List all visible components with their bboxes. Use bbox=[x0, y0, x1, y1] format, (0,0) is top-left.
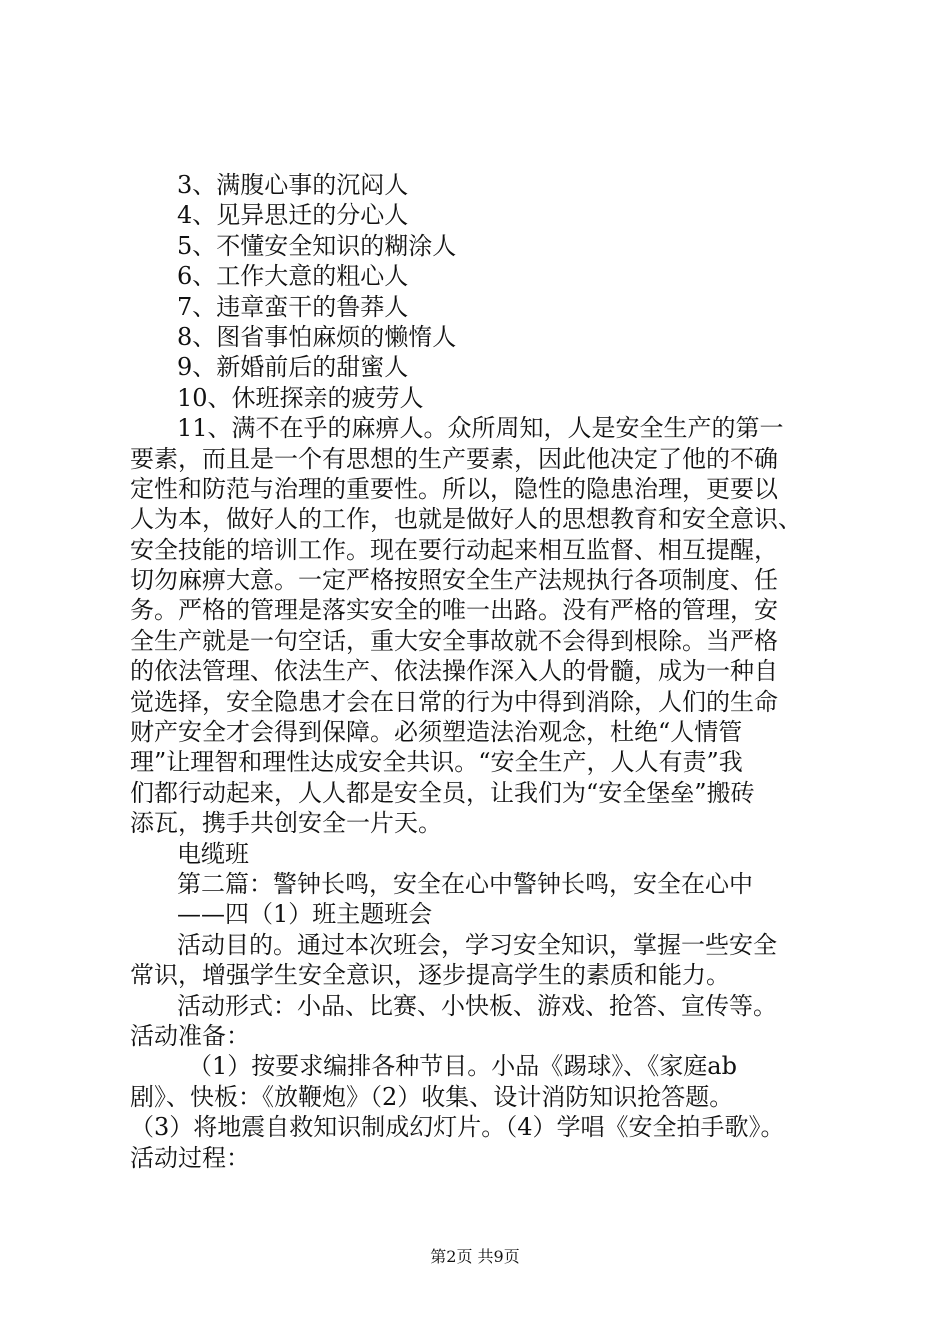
text-line: 常识，增强学生安全意识，逐步提高学生的素质和能力。 bbox=[130, 961, 730, 990]
text-line: 财产安全才会得到保障。必须塑造法治观念，杜绝“人情管 bbox=[130, 718, 743, 747]
text-line: 添瓦，携手共创安全一片天。 bbox=[130, 809, 442, 838]
text-line: 要素，而且是一个有思想的生产要素，因此他决定了他的不确 bbox=[130, 444, 778, 473]
text-line: 定性和防范与治理的重要性。所以，隐性的隐患治理，更要以 bbox=[130, 474, 778, 503]
text-line: 活动目的。通过本次班会，学习安全知识，掌握一些安全 bbox=[177, 930, 777, 959]
text-line: 3、满腹心事的沉闷人 bbox=[177, 171, 409, 199]
text-line: 剧》、快板：《放鞭炮》（2）收集、设计消防知识抢答题。 bbox=[130, 1082, 734, 1111]
text-line: 11、满不在乎的麻痹人。众所周知，人是安全生产的第一 bbox=[177, 414, 784, 443]
text-line: 们都行动起来，人人都是安全员，让我们为“安全堡垒”搬砖 bbox=[130, 778, 755, 807]
text-line: （3）将地震自救知识制成幻灯片。（4）学唱《安全拍手歌》。 bbox=[130, 1113, 785, 1142]
page-footer bbox=[0, 1244, 950, 1267]
text-line: 电缆班 bbox=[177, 839, 249, 868]
text-line: 理”让理智和理性达成安全共识。“安全生产，人人有责”我 bbox=[130, 748, 743, 777]
text-line: 人为本，做好人的工作，也就是做好人的思想教育和安全意识、 bbox=[130, 505, 802, 534]
text-line: 6、工作大意的粗心人 bbox=[177, 262, 409, 291]
text-line: 全生产就是一句空话，重大安全事故就不会得到根除。当严格 bbox=[130, 626, 778, 655]
text-line: 活动过程： bbox=[130, 1143, 250, 1172]
text-line: ——四（1）班主题班会 bbox=[177, 900, 433, 929]
text-line: 活动形式：小品、比赛、小快板、游戏、抢答、宣传等。 bbox=[177, 991, 777, 1020]
text-line: 第二篇：警钟长鸣，安全在心中警钟长鸣，安全在心中 bbox=[177, 869, 753, 898]
text-line: 8、图省事怕麻烦的懒惰人 bbox=[177, 322, 457, 351]
text-line: 务。严格的管理是落实安全的唯一出路。没有严格的管理，安 bbox=[130, 596, 778, 625]
text-line: 5、不懂安全知识的糊涂人 bbox=[177, 231, 457, 260]
text-line: 7、违章蛮干的鲁莽人 bbox=[177, 292, 409, 321]
text-line: 安全技能的培训工作。现在要行动起来相互监督、相互提醒， bbox=[130, 535, 778, 564]
page-number: 第2页 共9页 bbox=[430, 1247, 520, 1266]
text-line: 活动准备： bbox=[130, 1021, 250, 1050]
text-line: 4、见异思迁的分心人 bbox=[177, 201, 409, 230]
text-line: 切勿麻痹大意。一定严格按照安全生产法规执行各项制度、任 bbox=[130, 566, 778, 595]
text-line: 的依法管理、依法生产、依法操作深入人的骨髓，成为一种自 bbox=[130, 657, 778, 686]
text-line: （1）按要求编排各种节目。小品《踢球》、《家庭ab bbox=[188, 1052, 737, 1081]
document-body bbox=[130, 170, 840, 1173]
text-line: 觉选择，安全隐患才会在日常的行为中得到消除，人们的生命 bbox=[130, 687, 778, 716]
text-line: 9、新婚前后的甜蜜人 bbox=[177, 353, 409, 382]
text-line: 10、休班探亲的疲劳人 bbox=[177, 383, 424, 412]
